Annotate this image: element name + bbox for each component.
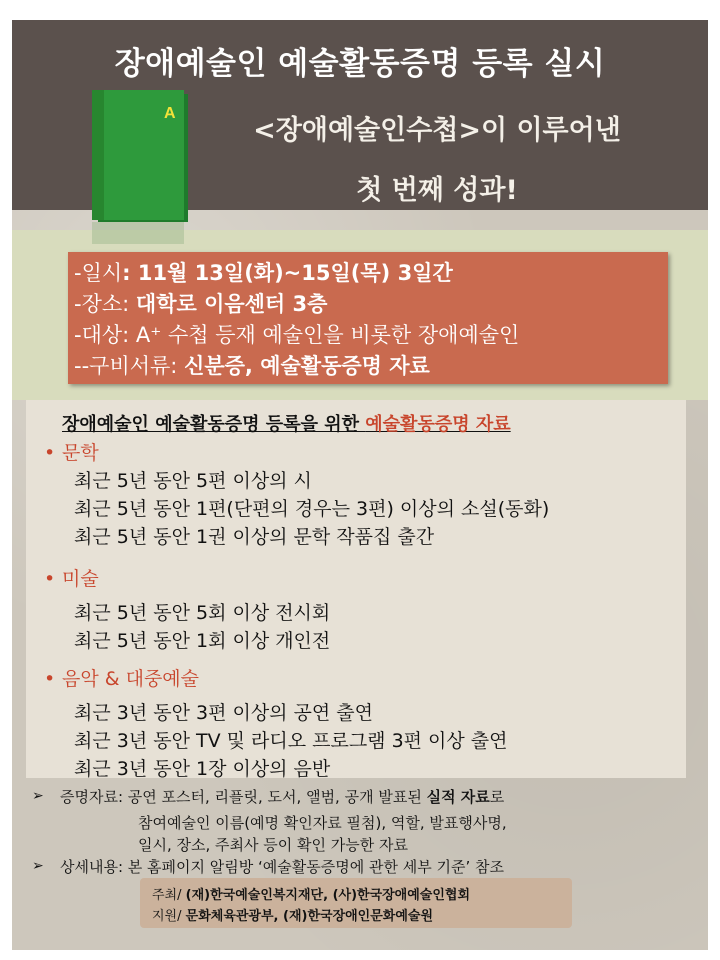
- literature-item: 최근 5년 동안 1편(단편의 경우는 3편) 이상의 소설(동화): [74, 498, 550, 520]
- host-line: 주최/ (재)한국예술인복지재단, (사)한국장애예술인협회: [152, 888, 471, 903]
- requirements-heading: 장애예술인 예술활동증명 등록을 위한 예술활동증명 자료: [62, 414, 511, 435]
- proof-note-line-3: 일시, 장소, 주최사 등이 확인 가능한 자료: [138, 836, 408, 854]
- literature-item: 최근 5년 동안 1권 이상의 문학 작품집 출간: [74, 526, 435, 548]
- music-item: 최근 3년 동안 3편 이상의 공연 출연: [74, 702, 374, 724]
- proof-note-line-1: 증명자료: 공연 포스터, 리플릿, 도서, 앨범, 공개 발표된 실적 자료로: [60, 788, 505, 806]
- literature-item: 최근 5년 동안 5편 이상의 시: [74, 470, 312, 492]
- info-documents: --구비서류: 신분증, 예술활동증명 자료: [74, 354, 430, 378]
- subtitle-line-1: <장애예술인수첩>이 이루어낸: [253, 115, 621, 146]
- poster-title: 장애예술인 예술활동증명 등록 실시: [114, 46, 606, 82]
- support-line: 지원/ 문화체육관광부, (재)한국장애인문화예술원: [152, 909, 434, 924]
- fine-art-item: 최근 5년 동안 1회 이상 개인전: [74, 630, 331, 652]
- proof-note-line-2: 참여예술인 이름(예명 확인자료 필첨), 역할, 발표행사명,: [138, 814, 507, 832]
- info-place: -장소: 대학로 이음센터 3층: [74, 292, 328, 316]
- category-literature: • 문학: [44, 442, 99, 464]
- detail-note: 상세내용: 본 홈페이지 알림방 ‘예술활동증명에 관한 세부 기준’ 참조: [60, 858, 504, 876]
- event-info-box: [68, 252, 668, 384]
- poster-background: [12, 20, 708, 950]
- requirements-box: [26, 400, 686, 778]
- info-date: -일시: 11월 13일(화)~15일(목) 3일간: [74, 261, 453, 285]
- music-item: 최근 3년 동안 1장 이상의 음반: [74, 758, 331, 780]
- music-item: 최근 3년 동안 TV 및 라디오 프로그램 3편 이상 출연: [74, 730, 508, 752]
- info-target: -대상: A⁺ 수첩 등재 예술인을 비롯한 장애예술인: [74, 323, 520, 347]
- subtitle-line-2: 첫 번째 성과!: [356, 175, 518, 206]
- book-mark: A: [164, 105, 176, 122]
- category-music: • 음악 & 대중예술: [44, 668, 200, 690]
- category-fine-art: • 미술: [44, 568, 99, 590]
- fine-art-item: 최근 5년 동안 5회 이상 전시회: [74, 602, 331, 624]
- arrow-bullet-icon: ➢: [32, 858, 44, 874]
- green-book-icon: [88, 90, 196, 250]
- organizer-box: [140, 878, 572, 928]
- arrow-bullet-icon: ➢: [32, 788, 44, 804]
